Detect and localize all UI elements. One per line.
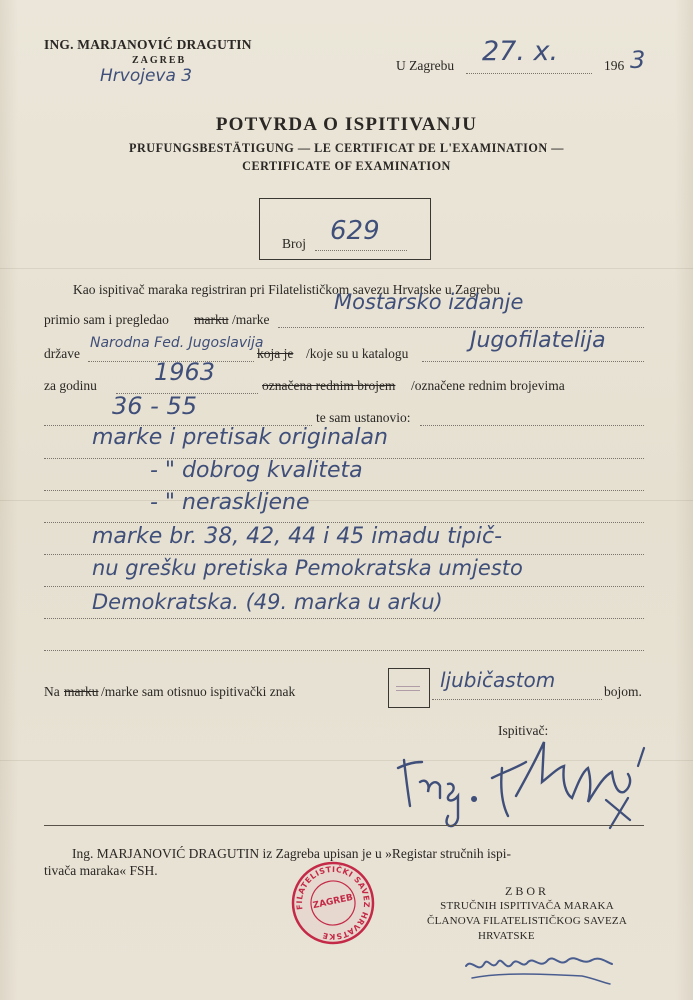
org-line-3: HRVATSKE (478, 930, 535, 942)
signature-label: Ispitivač: (498, 723, 549, 738)
line3-prefix: za godinu (44, 378, 97, 393)
finding-6: Demokratska. (49. marka u arku) (92, 590, 443, 614)
stamp-prefix: Na (44, 684, 60, 699)
issuer-name: ING. MARJANOVIĆ DRAGUTIN (44, 37, 252, 52)
document-title: POTVRDA O ISPITIVANJU (215, 114, 478, 135)
intro-text: Kao ispitivač maraka registriran pri Filatelističkom savezu Hrvatske u Zagrebu (73, 282, 500, 297)
line1-struck: marku (194, 312, 229, 327)
number-value: 629 (330, 216, 380, 246)
line1-prefix: primio sam i pregledao (44, 312, 169, 327)
line4-value: 36 - 55 (112, 392, 197, 420)
finding-3: - " neraskljene (150, 490, 310, 515)
year-digit: 3 (630, 46, 646, 74)
document-subtitle-1: PRUFUNGSBESTÄTIGUNG — LE CERTIFICAT DE L'EXAMINATION — (129, 141, 564, 155)
line1-suffix: /marke (232, 312, 270, 327)
registry-line-2: tivača maraka« FSH. (44, 863, 158, 878)
finding-2: - " dobrog kvaliteta (150, 458, 363, 483)
year-printed: 196 (604, 58, 625, 73)
date-value: 27. x. (482, 36, 559, 67)
stamp-struck: marku (64, 684, 99, 699)
stamp-color: ljubičastom (440, 668, 556, 692)
line3-struck: označena rednim brojem (262, 378, 396, 393)
number-label: Broj (282, 236, 307, 251)
svg-text:FILATELISTIČKI SAVEZ HRVATSKE: FILATELISTIČKI SAVEZ HRVATSKE (294, 864, 372, 942)
org-line-2: ČLANOVA FILATELISTIČKOG SAVEZA (427, 915, 627, 927)
line2-prefix: države (44, 346, 80, 361)
finding-1: marke i pretisak originalan (92, 425, 388, 450)
line2-catalog: Jugofilatelija (470, 328, 606, 353)
line3-suffix: /označene rednim brojevima (411, 378, 565, 393)
document-subtitle-2: CERTIFICATE OF EXAMINATION (242, 159, 451, 173)
org-line-1: STRUČNIH ISPITIVAČA MARAKA (440, 900, 614, 912)
finding-4: marke br. 38, 42, 44 i 45 imadu tipič- (92, 524, 503, 549)
line2-struck: koja je (257, 346, 294, 361)
registry-line-1: Ing. MARJANOVIĆ DRAGUTIN iz Zagreba upisan je u »Registar stručnih ispi- (72, 846, 512, 861)
issuer-street: Hrvojeva 3 (100, 66, 193, 86)
footer-divider (44, 825, 644, 826)
issuer-city: ZAGREB (132, 55, 187, 66)
stamp-end: bojom. (604, 684, 642, 699)
stamp-box (388, 668, 430, 708)
seal-stamp (290, 860, 376, 946)
org-signature (462, 938, 622, 988)
line4-suffix: te sam ustanovio: (316, 410, 411, 425)
stamp-suffix: /marke sam otisnuo ispitivački znak (101, 684, 296, 699)
line2-country: Narodna Fed. Jugoslavija (90, 335, 264, 351)
finding-5: nu grešku pretiska Pemokratska umjesto (92, 556, 523, 580)
line2-suffix: /koje su u katalogu (306, 346, 409, 361)
org-title: ZBOR (504, 884, 549, 898)
line3-value: 1963 (154, 358, 216, 386)
line1-value: Mostarsko izdanje (334, 290, 524, 314)
seal-center-text: ZAGREB (311, 892, 354, 912)
place-prefix: U Zagrebu (396, 58, 455, 73)
